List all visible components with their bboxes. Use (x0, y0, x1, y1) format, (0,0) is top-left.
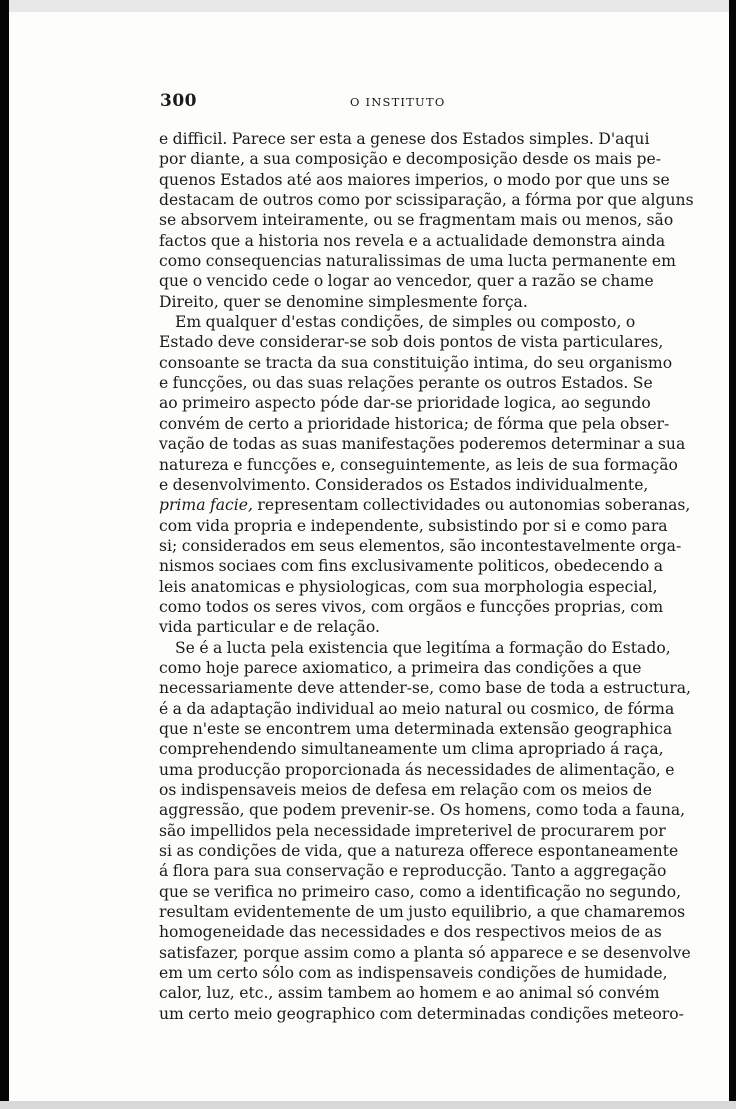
text-line: destacam de outros como por scissiparação, a fórma por que alguns (159, 191, 694, 210)
text-line: nismos sociaes com fins exclusivamente politicos, obedecendo a (159, 557, 663, 576)
text-line: quenos Estados até aos maiores imperios, o modo por que uns se (159, 170, 670, 189)
scan-edge-bottom (0, 1101, 736, 1109)
text-line: ao primeiro aspecto póde dar-se prioridade logica, ao segundo (159, 394, 651, 413)
text-line: prima facie, representam collectividades ou autonomias soberanas, (159, 496, 691, 515)
text-line: que n'este se encontrem uma determinada extensão geographica (159, 719, 673, 738)
text-line: Estado deve considerar-se sob dois pontos de vista particulares, (159, 333, 664, 352)
text-line: como hoje parece axiomatico, a primeira das condições a que (159, 658, 642, 677)
body-text (159, 129, 694, 1024)
text-line: factos que a historia nos revela e a actualidade demonstra ainda (159, 231, 666, 250)
text-line: á flora para sua conservação e reproducção. Tanto a aggregação (159, 862, 667, 881)
paragraph (159, 638, 691, 1025)
text-line: vação de todas as suas manifestações poderemos determinar a sua (159, 435, 686, 454)
text-line: convém de certo a prioridade historica; de fórma que pela obser- (159, 414, 670, 433)
italic-phrase: prima facie, (159, 496, 253, 515)
text-line: calor, luz, etc., assim tambem ao homem e ao animal só convém (159, 984, 660, 1003)
text-line: consoante se tracta da sua constituição intima, do seu organismo (159, 353, 673, 372)
text-line: são impellidos pela necessidade impreterivel de procurarem por (159, 821, 666, 840)
text-line: os indispensaveis meios de defesa em relação com os meios de (159, 781, 652, 799)
text-line: natureza e funcções e, conseguintemente, as leis de sua formação (159, 455, 678, 474)
text-line: Direito, quer se denomine simplesmente força. (159, 292, 528, 311)
text-line: é a da adaptação individual ao meio natural ou cosmico, de fórma (159, 699, 675, 718)
text-line: aggressão, que podem prevenir-se. Os homens, como toda a fauna, (159, 801, 686, 820)
text-line: e funcções, ou das suas relações perante os outros Estados. Se (159, 374, 653, 393)
text-line: satisfazer, porque assim como a planta só apparece e se desenvolve (159, 943, 691, 962)
text-line: que o vencido cede o logar ao vencedor, quer a razão se chame (159, 272, 654, 291)
text-line: uma producção proporcionada ás necessidades de alimentação, e (159, 760, 675, 779)
text-line: como consequencias naturalissimas de uma lucta permanente em (159, 252, 676, 271)
scan-edge-top (0, 0, 736, 12)
scan-edge-right (729, 0, 736, 1109)
text-line: por diante, a sua composição e decomposição desde os mais pe- (159, 150, 661, 169)
text-line: um certo meio geographico com determinadas condições meteoro- (159, 1004, 684, 1023)
text-line: Em qualquer d'estas condições, de simples ou composto, o (175, 313, 636, 332)
text-line: com vida propria e independente, subsistindo por si e como para (159, 516, 668, 535)
paragraph (159, 312, 691, 638)
text-line: comprehendendo simultaneamente um clima apropriado á raça, (159, 740, 664, 759)
text-line: vida particular e de relação. (159, 618, 380, 637)
text-line: si; considerados em seus elementos, são incontestavelmente orga- (159, 536, 682, 555)
text-line: resultam evidentemente de um justo equilibrio, a que chamaremos (159, 903, 686, 922)
text-line: si as condições de vida, que a natureza offerece espontaneamente (159, 842, 679, 861)
text-line: leis anatomicas e physiologicas, com sua morphologia especial, (159, 577, 658, 596)
page-number: 300 (160, 91, 197, 111)
scan-edge-left (0, 0, 9, 1109)
text-line: como todos os seres vivos, com orgãos e funcções proprias, com (159, 597, 664, 616)
text-line: se absorvem inteiramente, ou se fragmentam mais ou menos, são (159, 211, 674, 230)
page-header (160, 91, 628, 117)
text-line: em um certo sólo com as indispensaveis condições de humidade, (159, 964, 668, 983)
text-line: Se é a lucta pela existencia que legitíma a formação do Estado, (175, 638, 671, 657)
text-line: e desenvolvimento. Considerados os Estados individualmente, (159, 475, 649, 494)
text-line: e difficil. Parece ser esta a genese dos Estados simples. D'aqui (159, 130, 650, 148)
text-line: necessariamente deve attender-se, como base de toda a estructura, (159, 679, 691, 698)
text-line: homogeneidade das necessidades e dos respectivos meios de as (159, 923, 662, 942)
paragraph (159, 129, 694, 312)
running-title: O INSTITUTO (350, 95, 446, 109)
text-line: que se verifica no primeiro caso, como a identificação no segundo, (159, 882, 682, 901)
